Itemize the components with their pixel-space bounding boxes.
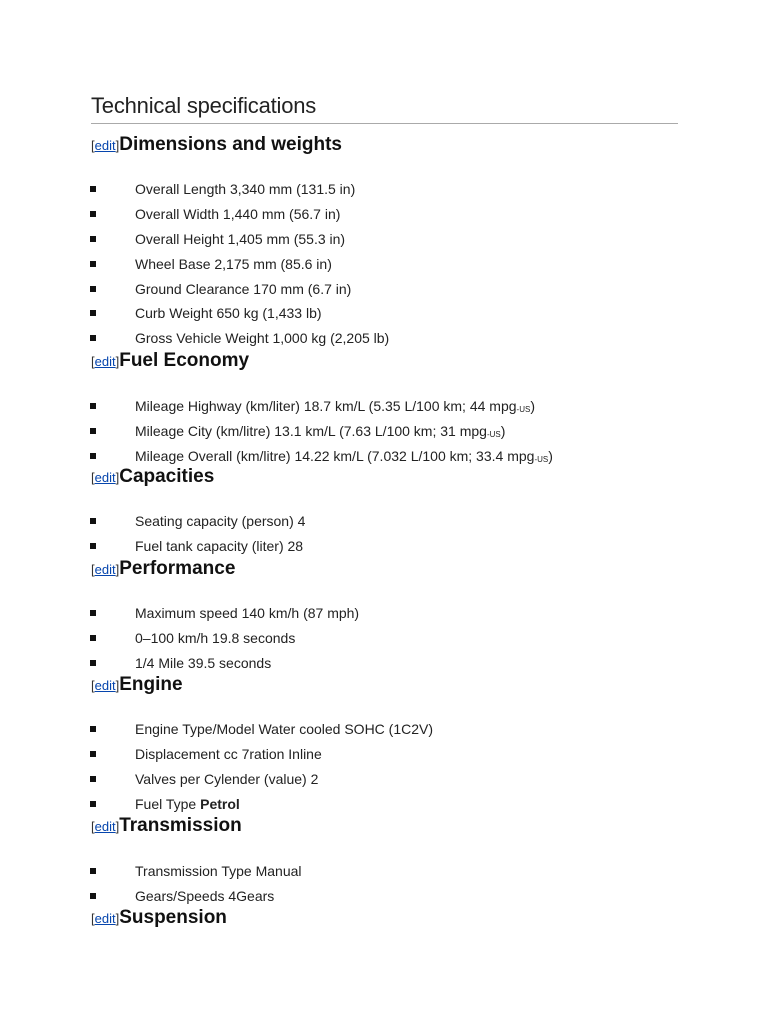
unit-suffix: -US <box>486 430 501 439</box>
spec-text: Engine Type/Model Water cooled SOHC (1C2V) <box>135 721 434 737</box>
spec-text: Ground Clearance 170 mm (6.7 in) <box>135 281 352 297</box>
bracket-open: [ <box>91 678 95 693</box>
bullet-icon <box>90 236 96 242</box>
bracket-close: ] <box>115 678 120 693</box>
section-heading-fuel-economy <box>91 350 249 373</box>
mileage-text: Mileage Highway (km/liter) 18.7 km/L (5.35 L/100 km; 44 mpg <box>135 398 517 414</box>
list-item <box>90 229 346 249</box>
section-heading-engine <box>91 674 183 697</box>
bullet-icon <box>90 610 96 616</box>
list-item <box>90 204 341 224</box>
bullet-icon <box>90 635 96 641</box>
heading-text: Dimensions and weights <box>119 134 342 155</box>
list-item <box>90 719 434 739</box>
list-item <box>90 536 304 556</box>
edit-link-suspension[interactable]: edit <box>94 911 116 926</box>
bullet-icon <box>90 310 96 316</box>
bullet-icon <box>90 286 96 292</box>
list-item <box>90 653 272 673</box>
mileage-text: Mileage Overall (km/litre) 14.22 km/L (7.032 L/100 km; 33.4 mpg <box>135 448 535 464</box>
bracket-open: [ <box>91 819 95 834</box>
close-paren: ) <box>530 398 535 414</box>
section-heading-capacities <box>91 466 214 489</box>
close-paren: ) <box>548 448 553 464</box>
bracket-open: [ <box>91 470 95 485</box>
bullet-icon <box>90 335 96 341</box>
heading-text: Engine <box>119 674 183 695</box>
bullet-icon <box>90 186 96 192</box>
bullet-icon <box>90 261 96 267</box>
fuel-type-value: Petrol <box>200 796 240 812</box>
bullet-icon <box>90 428 96 434</box>
spec-text: Seating capacity (person) 4 <box>135 513 306 529</box>
spec-text: Wheel Base 2,175 mm (85.6 in) <box>135 256 332 272</box>
list-item <box>90 628 296 648</box>
bracket-close: ] <box>115 562 120 577</box>
bracket-open: [ <box>91 138 95 153</box>
edit-link-engine[interactable]: edit <box>94 678 116 693</box>
bullet-icon <box>90 543 96 549</box>
list-item <box>90 744 322 764</box>
fuel-type-label: Fuel Type <box>135 796 201 812</box>
bullet-icon <box>90 403 96 409</box>
list-item <box>90 769 319 789</box>
spec-text <box>135 396 535 420</box>
bracket-open: [ <box>91 354 95 369</box>
edit-link-performance[interactable]: edit <box>94 562 116 577</box>
list-item <box>90 279 352 299</box>
spec-text: Overall Height 1,405 mm (55.3 in) <box>135 231 346 247</box>
bullet-icon <box>90 751 96 757</box>
unit-suffix: -US <box>534 455 549 464</box>
list-item <box>90 254 332 274</box>
page-title: Technical specifications <box>91 92 678 124</box>
bullet-icon <box>90 776 96 782</box>
unit-suffix: -US <box>516 405 531 414</box>
section-heading-dimensions <box>91 134 342 157</box>
section-heading-suspension <box>91 907 227 930</box>
edit-link-transmission[interactable]: edit <box>94 819 116 834</box>
heading-text: Suspension <box>119 907 227 928</box>
bullet-icon <box>90 893 96 899</box>
list-item <box>90 861 302 881</box>
edit-link-fuel-economy[interactable]: edit <box>94 354 116 369</box>
list-item <box>90 421 506 441</box>
bracket-close: ] <box>115 819 120 834</box>
bullet-icon <box>90 211 96 217</box>
list-item <box>90 886 275 906</box>
list-item <box>90 303 322 323</box>
bracket-close: ] <box>115 470 120 485</box>
spec-text: Curb Weight 650 kg (1,433 lb) <box>135 305 322 321</box>
spec-text: 0–100 km/h 19.8 seconds <box>135 630 296 646</box>
spec-text: Overall Length 3,340 mm (131.5 in) <box>135 181 356 197</box>
spec-text <box>135 794 240 814</box>
close-paren: ) <box>500 423 506 439</box>
heading-text: Capacities <box>119 466 215 487</box>
bullet-icon <box>90 660 96 666</box>
spec-text: Displacement cc 7ration Inline <box>135 746 322 762</box>
bracket-open: [ <box>91 562 95 577</box>
section-heading-performance <box>91 558 235 581</box>
bullet-icon <box>90 518 96 524</box>
list-item <box>90 794 240 814</box>
list-item <box>90 511 306 531</box>
spec-text: Gross Vehicle Weight 1,000 kg (2,205 lb) <box>135 330 390 346</box>
spec-text: Valves per Cylender (value) 2 <box>135 771 319 787</box>
spec-text <box>135 421 505 445</box>
heading-text: Transmission <box>119 815 242 836</box>
spec-text: Fuel tank capacity (liter) 28 <box>135 538 304 554</box>
edit-link-capacities[interactable]: edit <box>94 470 116 485</box>
bullet-icon <box>90 453 96 459</box>
bracket-close: ] <box>115 354 120 369</box>
section-heading-transmission <box>91 815 242 838</box>
bullet-icon <box>90 726 96 732</box>
list-item <box>90 396 535 416</box>
spec-text: Maximum speed 140 km/h (87 mph) <box>135 605 360 621</box>
bracket-close: ] <box>115 911 120 926</box>
mileage-text: Mileage City (km/litre) 13.1 km/L (7.63 L/100 km; 31 mpg <box>135 423 487 439</box>
list-item <box>90 328 390 348</box>
spec-text: 1/4 Mile 39.5 seconds <box>135 655 272 671</box>
bracket-open: [ <box>91 911 95 926</box>
heading-text: Performance <box>119 558 236 579</box>
bullet-icon <box>90 868 96 874</box>
list-item <box>90 603 360 623</box>
spec-text: Gears/Speeds 4Gears <box>135 888 275 904</box>
list-item <box>90 446 553 466</box>
list-item <box>90 179 356 199</box>
spec-text: Transmission Type Manual <box>135 863 302 879</box>
bullet-icon <box>90 801 96 807</box>
edit-link-dimensions[interactable]: edit <box>94 138 116 153</box>
heading-text: Fuel Economy <box>119 350 250 371</box>
bracket-close: ] <box>115 138 120 153</box>
spec-text: Overall Width 1,440 mm (56.7 in) <box>135 206 341 222</box>
